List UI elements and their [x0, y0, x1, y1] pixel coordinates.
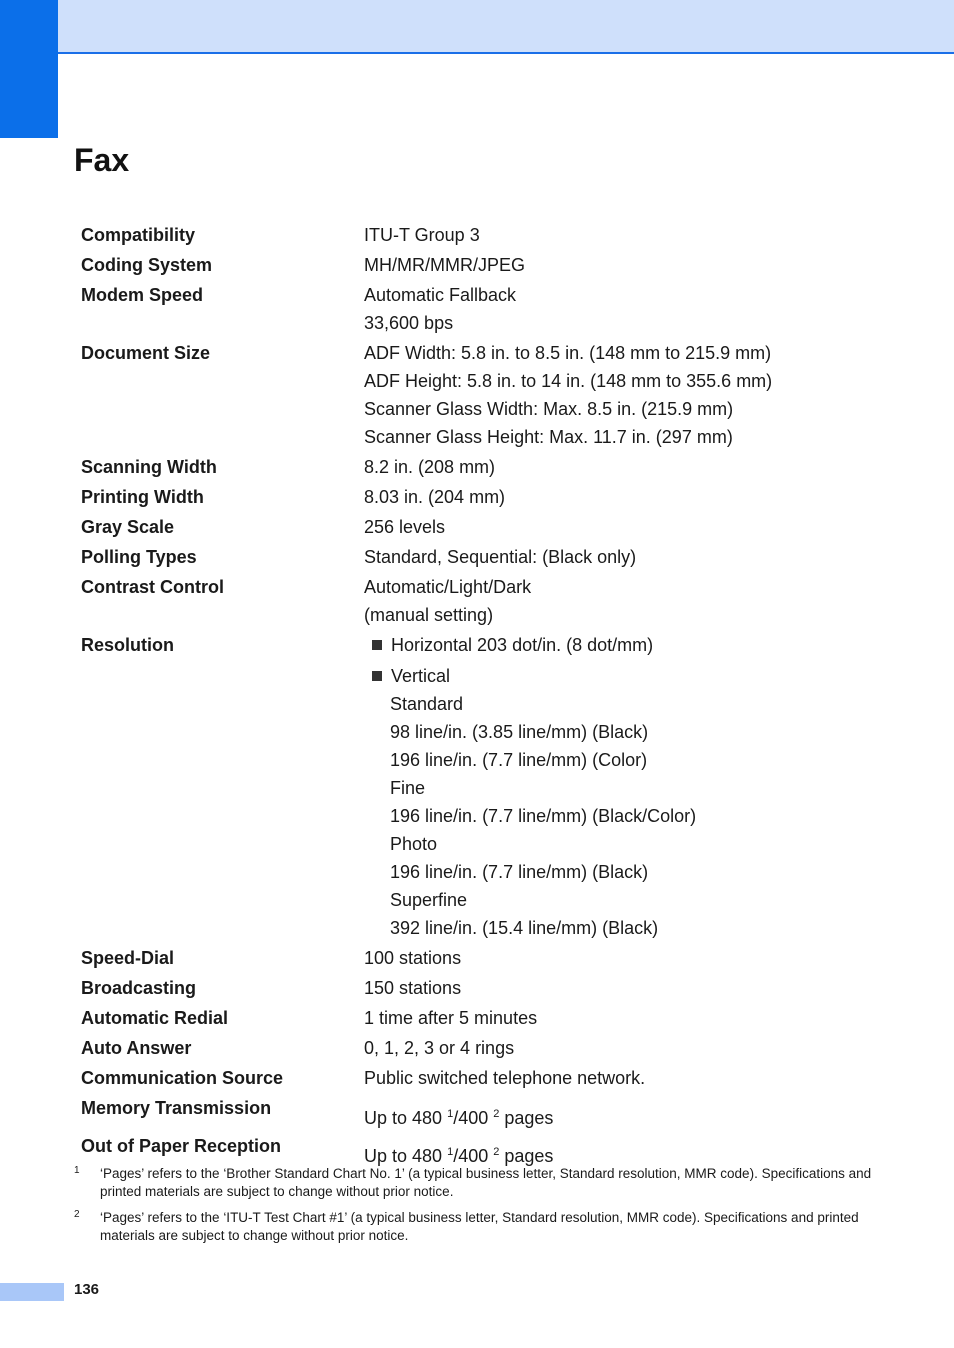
- spec-label: Modem Speed: [81, 285, 204, 305]
- spec-row: [81, 974, 881, 1002]
- spec-label: Compatibility: [81, 225, 196, 245]
- footer-bar: [0, 1283, 64, 1301]
- spec-label: Contrast Control: [81, 577, 224, 597]
- spec-row: [81, 339, 881, 451]
- spec-values: [364, 974, 881, 1002]
- page-number: 136: [74, 1281, 100, 1298]
- resolution-line: 392 line/in. (15.4 line/mm) (Black): [390, 918, 659, 938]
- spec-value: 150 stations: [364, 978, 462, 998]
- resolution-line: 196 line/in. (7.7 line/mm) (Black/Color): [390, 806, 697, 826]
- spec-values: [364, 281, 881, 337]
- resolution-line: Superfine: [390, 890, 468, 910]
- spec-label: Out of Paper Reception: [81, 1136, 282, 1156]
- bullet-horizontal: Horizontal 203 dot/in. (8 dot/mm): [364, 631, 881, 659]
- spec-row: [81, 944, 881, 972]
- spec-value: 1 time after 5 minutes: [364, 1008, 538, 1028]
- spec-label: Memory Transmission: [81, 1098, 272, 1118]
- spec-row: [81, 1034, 881, 1062]
- spec-label: Document Size: [81, 343, 211, 363]
- footnotes: [74, 1165, 874, 1253]
- spec-value: (manual setting): [364, 605, 494, 625]
- spec-row-memory-transmission: [81, 1094, 881, 1132]
- spec-value: Public switched telephone network.: [364, 1068, 646, 1088]
- spec-row: [81, 573, 881, 629]
- spec-value: ADF Height: 5.8 in. to 14 in. (148 mm to 355.6 mm): [364, 371, 773, 391]
- spec-row: [81, 543, 881, 571]
- spec-row: [81, 453, 881, 481]
- spec-value: Standard, Sequential: (Black only): [364, 547, 637, 567]
- spec-row: [81, 281, 881, 337]
- spec-row: [81, 1004, 881, 1032]
- spec-label: Auto Answer: [81, 1038, 192, 1058]
- spec-value: Up to 480 $^1$/400 $^2$ pages: [364, 1146, 554, 1166]
- resolution-line: 196 line/in. (7.7 line/mm) (Color): [390, 750, 648, 770]
- header-band: [0, 0, 954, 54]
- resolution-line: Photo: [390, 834, 438, 854]
- page-title: Fax: [74, 142, 130, 178]
- spec-value: 8.2 in. (208 mm): [364, 457, 496, 477]
- spec-value: 0, 1, 2, 3 or 4 rings: [364, 1038, 515, 1058]
- resolution-line: Standard: [390, 694, 464, 714]
- spec-value: Automatic/Light/Dark: [364, 577, 532, 597]
- spec-values: [364, 573, 881, 629]
- resolution-line: Fine: [390, 778, 426, 798]
- spec-values: [364, 944, 881, 972]
- spec-value: Scanner Glass Height: Max. 11.7 in. (297 mm): [364, 427, 733, 447]
- spec-value: 256 levels: [364, 517, 446, 537]
- spec-values: [364, 1004, 881, 1032]
- square-bullet-icon: [372, 671, 382, 681]
- spec-values: [364, 513, 881, 541]
- spec-values: [364, 1064, 881, 1092]
- spec-value: 8.03 in. (204 mm): [364, 487, 506, 507]
- spec-values: [364, 251, 881, 279]
- spec-value: ITU-T Group 3: [364, 225, 480, 245]
- spec-label: Polling Types: [81, 547, 197, 567]
- spec-label: Scanning Width: [81, 457, 217, 477]
- resolution-line: 196 line/in. (7.7 line/mm) (Black): [390, 862, 649, 882]
- spec-values: [364, 453, 881, 481]
- spec-value: Up to 480 $^1$/400 $^2$ pages: [364, 1108, 554, 1128]
- spec-value: Scanner Glass Width: Max. 8.5 in. (215.9 mm): [364, 399, 734, 419]
- spec-table: [81, 221, 881, 1170]
- bullet-vertical: Vertical: [364, 662, 881, 690]
- spec-values: [364, 339, 881, 451]
- spec-value: 33,600 bps: [364, 313, 454, 333]
- spec-label: Gray Scale: [81, 517, 175, 537]
- spec-row: [81, 251, 881, 279]
- spec-row: [81, 513, 881, 541]
- spec-values: [364, 483, 881, 511]
- spec-label: Coding System: [81, 255, 213, 275]
- spec-row-resolution: [81, 631, 881, 942]
- spec-values: [364, 1034, 881, 1062]
- spec-value: ADF Width: 5.8 in. to 8.5 in. (148 mm to 215.9 mm): [364, 343, 772, 363]
- spec-values: [364, 543, 881, 571]
- spec-value: MH/MR/MMR/JPEG: [364, 255, 525, 275]
- spec-row: [81, 1064, 881, 1092]
- resolution-line: 98 line/in. (3.85 line/mm) (Black): [390, 722, 649, 742]
- spec-row: [81, 483, 881, 511]
- spec-label: Communication Source: [81, 1068, 284, 1088]
- spec-value: 100 stations: [364, 948, 462, 968]
- footnote: 2 ‘Pages’ refers to the ‘ITU-T Test Chart #1’ (a typical business letter, Standard resolution, MMR code). Specifications and printed materials are subject to change without prior notice.: [74, 1209, 859, 1243]
- spec-label: Automatic Redial: [81, 1008, 229, 1028]
- spec-value: Automatic Fallback: [364, 285, 517, 305]
- spec-label: Resolution: [81, 635, 174, 655]
- spec-row: [81, 221, 881, 249]
- spec-label: Printing Width: [81, 487, 204, 507]
- chapter-tab: [0, 0, 58, 138]
- square-bullet-icon: [372, 640, 382, 650]
- spec-label: Speed-Dial: [81, 948, 175, 968]
- footnote: 1 ‘Pages’ refers to the ‘Brother Standard Chart No. 1’ (a typical business letter, Standard resolution, MMR code). Specifications and printed materials are subject to change without prior notice.: [74, 1165, 872, 1199]
- spec-values: [364, 221, 881, 249]
- spec-label: Broadcasting: [81, 978, 197, 998]
